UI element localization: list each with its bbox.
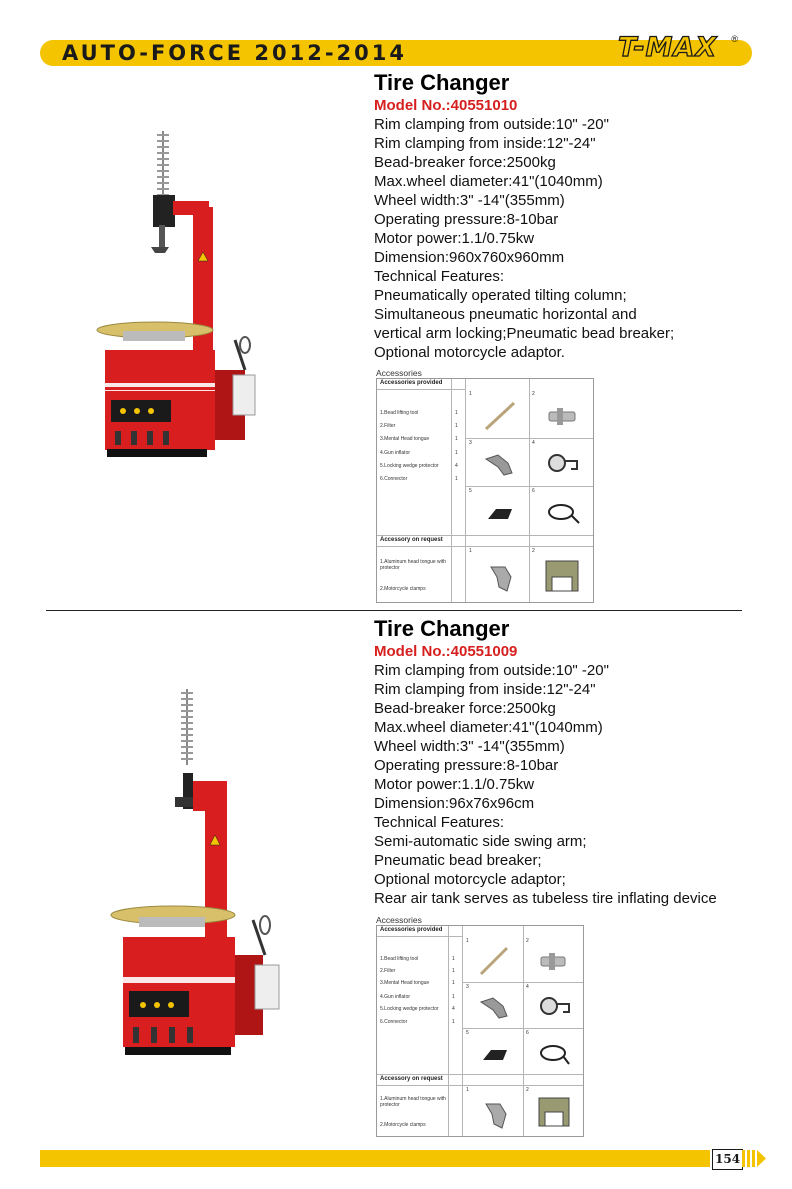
thumb-number: 4 — [532, 440, 535, 446]
accessories-panel-2 — [376, 915, 586, 1137]
spec-line: Operating pressure:8-10bar — [374, 757, 559, 774]
motorcycle-clamps-icon — [535, 1092, 573, 1132]
model-number: Model No.:40551010 — [374, 97, 518, 114]
spec-line: Dimension:960x760x960mm — [374, 249, 565, 266]
accessories-label: Accessories — [376, 368, 422, 378]
thumb-number: 1 — [466, 938, 469, 944]
accessory-qty: 1 — [452, 994, 455, 1000]
thumb-number: 6 — [526, 1030, 529, 1036]
bead-lifting-tool-icon — [477, 944, 511, 978]
accessory-qty: 1 — [455, 476, 458, 482]
tire-changer-image-1 — [95, 125, 275, 465]
spec-line: Wheel width:3" -14"(355mm) — [374, 192, 565, 209]
accessory-item: 2.Filter — [380, 423, 396, 429]
thumb-number: 1 — [469, 391, 472, 397]
spec-line: Operating pressure:8-10bar — [374, 211, 559, 228]
thumb-number: 3 — [469, 440, 472, 446]
spec-line: Max.wheel diameter:41"(1040mm) — [374, 719, 603, 736]
page-number: 154 — [712, 1149, 743, 1170]
accessory-item: 1.Bead lifting tool — [380, 410, 419, 416]
accessory-item: 5.Locking wedge protector — [380, 463, 439, 469]
request-item: 1.Aluminum head tongue with protector — [380, 1096, 446, 1108]
connector-icon — [545, 497, 581, 527]
spec-line: Pneumatic bead breaker; — [374, 852, 542, 869]
thumb-number: 2 — [526, 938, 529, 944]
thumb-number: 2 — [526, 1087, 529, 1093]
accessories-table — [376, 925, 584, 1137]
spec-line: Wheel width:3" -14"(355mm) — [374, 738, 565, 755]
accessory-qty: 4 — [452, 1006, 455, 1012]
product-info-2 — [374, 616, 754, 908]
thumb-number: 5 — [469, 488, 472, 494]
product-info-1 — [374, 70, 754, 362]
metal-head-tongue-icon — [477, 992, 511, 1022]
accessory-item: 6.Connector — [380, 1019, 408, 1025]
tire-changer-image-2 — [105, 685, 285, 1065]
spec-line: Semi-automatic side swing arm; — [374, 833, 587, 850]
accessory-item: 4.Gun inflator — [380, 450, 411, 456]
accessory-item: 2.Filter — [380, 968, 396, 974]
product-title: Tire Changer — [374, 616, 510, 641]
spec-line: Rear air tank serves as tubeless tire inflating device — [374, 890, 717, 907]
accessory-on-request-header: Accessory on request — [380, 537, 443, 543]
accessory-item: 1.Bead lifting tool — [380, 956, 419, 962]
model-number: Model No.:40551009 — [374, 643, 518, 660]
locking-wedge-protector-icon — [477, 1040, 511, 1068]
thumb-number: 6 — [532, 488, 535, 494]
accessory-qty: 1 — [455, 450, 458, 456]
accessory-qty: 1 — [455, 410, 458, 416]
spec-line: Bead-breaker force:2500kg — [374, 700, 556, 717]
accessory-item: 6.Connector — [380, 476, 408, 482]
spec-line: Rim clamping from inside:12"-24" — [374, 135, 596, 152]
spec-line: Rim clamping from outside:10" -20" — [374, 662, 609, 679]
accessory-qty: 1 — [452, 980, 455, 986]
footer-bar — [40, 1150, 710, 1167]
filter-icon — [545, 403, 581, 429]
spec-line: Rim clamping from outside:10" -20" — [374, 116, 609, 133]
request-item: 2.Motorcycle clamps — [380, 1122, 426, 1128]
spec-line: Optional motorcycle adaptor. — [374, 344, 565, 361]
spec-line: Max.wheel diameter:41"(1040mm) — [374, 173, 603, 190]
spec-line: Technical Features: — [374, 268, 505, 285]
request-item: 1.Aluminum head tongue with protector — [380, 559, 446, 571]
section-divider — [46, 610, 742, 611]
accessory-qty: 4 — [455, 463, 458, 469]
product-title: Tire Changer — [374, 70, 510, 95]
accessory-qty: 1 — [452, 1019, 455, 1025]
gun-inflator-icon — [537, 992, 571, 1022]
metal-head-tongue-icon — [482, 449, 518, 479]
accessories-label: Accessories — [376, 915, 422, 925]
accessory-qty: 1 — [452, 968, 455, 974]
registered-mark: ® — [731, 34, 738, 44]
spec-line: Bead-breaker force:2500kg — [374, 154, 556, 171]
brand-name: T-MAX — [618, 32, 718, 63]
accessory-on-request-header: Accessory on request — [380, 1076, 443, 1082]
accessories-panel-1 — [376, 368, 594, 603]
accessories-provided-header: Accessories provided — [380, 380, 443, 386]
spec-line: Technical Features: — [374, 814, 505, 831]
brand-logo — [618, 32, 738, 68]
spec-line: Pneumatically operated tilting column; — [374, 287, 627, 304]
thumb-number: 1 — [466, 1087, 469, 1093]
spec-line: Dimension:96x76x96cm — [374, 795, 535, 812]
catalog-title: AUTO-FORCE 2012-2014 — [62, 41, 407, 65]
thumb-number: 2 — [532, 391, 535, 397]
thumb-number: 3 — [466, 984, 469, 990]
locking-wedge-protector-icon — [482, 499, 518, 527]
filter-icon — [537, 948, 571, 974]
thumb-number: 5 — [466, 1030, 469, 1036]
spec-line: Simultaneous pneumatic horizontal and — [374, 306, 637, 323]
spec-line: Motor power:1.1/0.75kw — [374, 230, 535, 247]
connector-icon — [537, 1038, 571, 1068]
accessory-item: 3.Mental Head tongue — [380, 436, 430, 442]
accessory-qty: 1 — [452, 956, 455, 962]
bead-lifting-tool-icon — [482, 399, 518, 433]
spec-line: Motor power:1.1/0.75kw — [374, 776, 535, 793]
aluminum-head-tongue-icon — [480, 1096, 510, 1130]
spec-line: Optional motorcycle adaptor; — [374, 871, 566, 888]
motorcycle-clamps-icon — [542, 555, 582, 597]
accessory-item: 5.Locking wedge protector — [380, 1006, 439, 1012]
thumb-number: 2 — [532, 548, 535, 554]
accessory-qty: 1 — [455, 423, 458, 429]
aluminum-head-tongue-icon — [485, 559, 517, 595]
accessory-qty: 1 — [455, 436, 458, 442]
accessories-table — [376, 378, 594, 603]
accessory-item: 4.Gun inflator — [380, 994, 411, 1000]
page-arrow-icon — [742, 1150, 768, 1167]
request-item: 2.Motorcycle clamps — [380, 586, 426, 592]
accessory-item: 3.Mental Head tongue — [380, 980, 430, 986]
thumb-number: 4 — [526, 984, 529, 990]
spec-line: Rim clamping from inside:12"-24" — [374, 681, 596, 698]
gun-inflator-icon — [545, 449, 581, 479]
spec-line: vertical arm locking;Pneumatic bead breaker; — [374, 325, 675, 342]
accessories-provided-header: Accessories provided — [380, 927, 443, 933]
thumb-number: 1 — [469, 548, 472, 554]
